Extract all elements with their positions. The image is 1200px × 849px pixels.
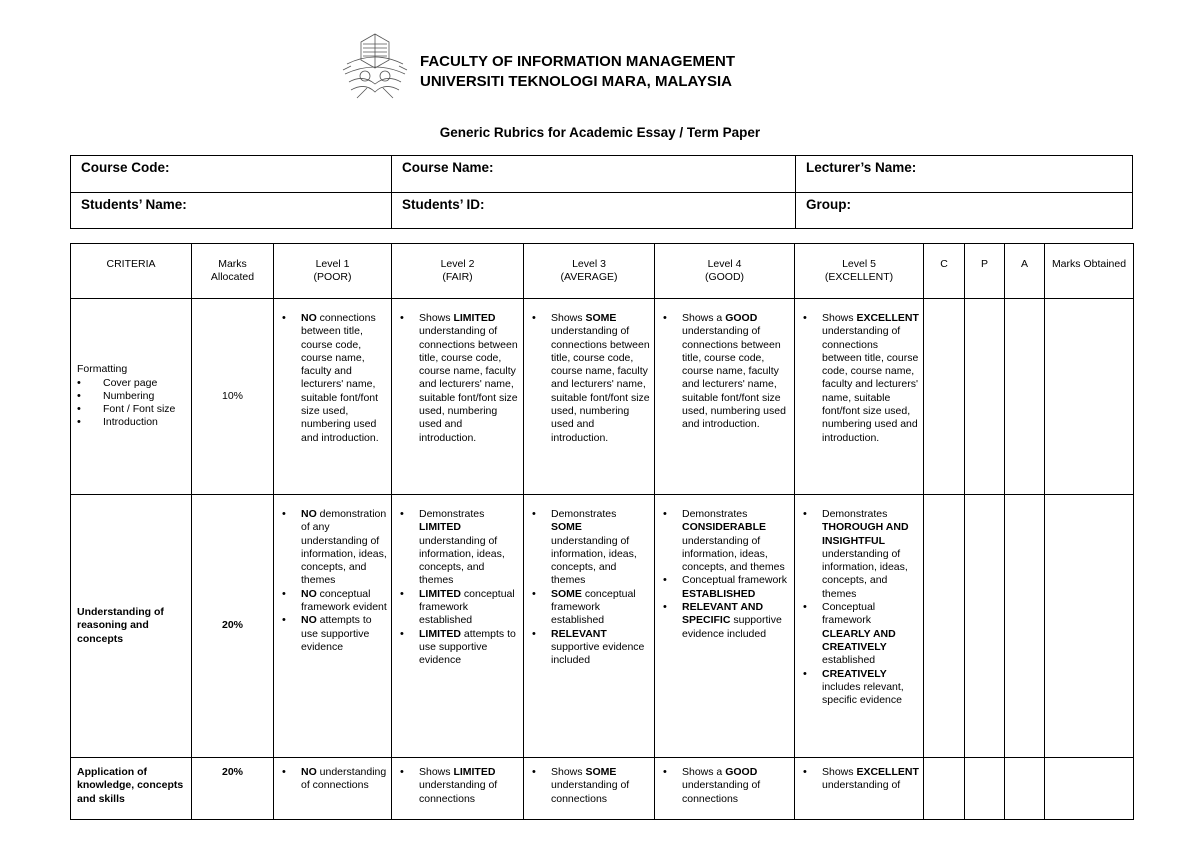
criteria-item: • Introduction	[77, 416, 185, 429]
a-header	[1005, 244, 1045, 299]
university-heading: UNIVERSITI TEKNOLOGI MARA, MALAYSIA	[420, 73, 732, 90]
criteria-header	[71, 244, 192, 299]
level2-label: Level 2	[440, 258, 475, 270]
descriptor-keyword: CLEARLY AND CREATIVELY	[822, 627, 896, 653]
descriptor-item: • CREATIVELY includes relevant, specific evidence	[795, 668, 919, 708]
marks-obtained-header	[1045, 244, 1134, 299]
descriptor-item: • Shows a GOOD understanding of connections	[655, 766, 790, 806]
descriptor-item: • Shows LIMITED understanding of connections	[392, 766, 519, 806]
descriptor-keyword: ESTABLISHED	[682, 587, 756, 600]
criteria-cell	[71, 758, 192, 820]
marks-allocated-cell	[192, 495, 274, 758]
level3-cell	[524, 299, 655, 495]
descriptor-keyword: CREATIVELY	[822, 667, 887, 680]
descriptor-list	[524, 766, 650, 806]
descriptor-list	[655, 508, 790, 641]
student-id-field[interactable]: Students’ ID:	[392, 192, 796, 229]
criteria-item: • Font / Font size	[77, 403, 185, 416]
criteria-cell	[71, 299, 192, 495]
descriptor-keyword: THOROUGH AND INSIGHTFUL	[822, 521, 909, 547]
level4-cell	[655, 495, 795, 758]
level3-sublabel: (AVERAGE)	[560, 271, 618, 284]
level1-label: Level 1	[315, 258, 350, 270]
descriptor-keyword: SOME	[585, 312, 617, 324]
level4-sublabel: (GOOD)	[704, 271, 745, 284]
descriptor-list	[392, 766, 519, 806]
criteria-item: • Numbering	[77, 390, 185, 403]
descriptor-item: • Demonstrates THOROUGH AND INSIGHTFUL understanding of information, ideas, concepts, and themes	[795, 508, 919, 601]
level4-label: Level 4	[707, 258, 742, 270]
descriptor-list	[524, 312, 650, 445]
descriptor-keyword: LIMITED	[453, 312, 496, 324]
descriptor-item: • Shows EXCELLENT understanding of connections between title, course code, course name, faculty and lecturers' name, suitable font/font size used, numbering used and introduction.	[795, 312, 919, 445]
a-score-cell[interactable]	[1005, 495, 1045, 758]
level5-cell	[795, 758, 924, 820]
level5-cell	[795, 495, 924, 758]
descriptor-list	[655, 312, 790, 432]
rubric-row-understanding	[71, 495, 1134, 758]
level1-cell	[274, 299, 392, 495]
descriptor-keyword: RELEVANT AND SPECIFIC	[682, 601, 764, 627]
descriptor-list	[274, 766, 387, 793]
level5-label: Level 5	[842, 258, 876, 270]
descriptor-item: • Conceptual framework CLEARLY AND CREATIVELY established	[795, 601, 919, 667]
descriptor-keyword: SOME	[551, 587, 582, 600]
university-crest-icon	[337, 30, 413, 106]
level5-cell	[795, 299, 924, 495]
c-label: C	[940, 258, 948, 270]
descriptor-list	[392, 312, 519, 445]
descriptor-keyword: NO	[301, 312, 317, 324]
descriptor-item: • Conceptual framework ESTABLISHED	[655, 574, 790, 601]
descriptor-keyword: LIMITED	[419, 521, 461, 534]
descriptor-item: • NO connections between title, course code, course name, faculty and lecturers' name, suitable font/font size used, numbering used and introduction.	[274, 312, 387, 445]
descriptor-keyword: NO	[301, 614, 317, 627]
descriptor-item: • Shows a GOOD understanding of connections between title, course code, course name, faculty and lecturers' name, suitable font/font size used, numbering used and introduction.	[655, 312, 790, 432]
c-score-cell[interactable]	[924, 758, 965, 820]
rubric-header-row	[71, 244, 1134, 299]
descriptor-list	[795, 508, 919, 707]
descriptor-keyword: SOME	[551, 521, 582, 534]
criteria-cell	[71, 495, 192, 758]
marks-allocated-value: 20%	[221, 619, 243, 632]
criteria-header-label: CRITERIA	[106, 258, 156, 270]
descriptor-keyword: LIMITED	[453, 766, 496, 778]
marks-obtained-cell[interactable]	[1045, 495, 1134, 758]
descriptor-item: • Shows EXCELLENT understanding of	[795, 766, 919, 793]
descriptor-item: • SOME conceptual framework established	[524, 588, 650, 628]
a-score-cell[interactable]	[1005, 299, 1045, 495]
descriptor-item: • Shows SOME understanding of connections between title, course code, course name, faculty and lecturers' name, suitable font/font size used, numbering used and introduction.	[524, 312, 650, 445]
a-label: A	[1020, 258, 1028, 270]
descriptor-list	[655, 766, 790, 806]
marks-allocated-value: 20%	[221, 766, 243, 778]
group-field[interactable]: Group:	[796, 192, 1133, 229]
descriptor-item: • NO demonstration of any understanding of information, ideas, concepts, and themes	[274, 508, 387, 588]
descriptor-item: • RELEVANT AND SPECIFIC supportive evidence included	[655, 601, 790, 641]
c-score-cell[interactable]	[924, 299, 965, 495]
p-score-cell[interactable]	[965, 495, 1005, 758]
level3-header	[524, 244, 655, 299]
descriptor-list	[274, 508, 387, 654]
level3-cell	[524, 758, 655, 820]
descriptor-item: • RELEVANT supportive evidence included	[524, 628, 650, 668]
marks-allocated-cell: 10%	[192, 299, 274, 495]
p-score-cell[interactable]	[965, 758, 1005, 820]
descriptor-item: • Shows LIMITED understanding of connections between title, course code, course name, faculty and lecturers' name, suitable font/font size used, numbering used and introduction.	[392, 312, 519, 445]
descriptor-item: • Demonstrates CONSIDERABLE understanding of information, ideas, concepts, and themes	[655, 508, 790, 574]
descriptor-item: • NO conceptual framework evident	[274, 588, 387, 615]
descriptor-keyword: NO	[301, 508, 317, 520]
descriptor-keyword: CONSIDERABLE	[682, 521, 767, 534]
level1-cell	[274, 495, 392, 758]
level3-label: Level 3	[572, 258, 606, 270]
level5-header	[795, 244, 924, 299]
descriptor-keyword: LIMITED	[419, 627, 461, 640]
descriptor-keyword: NO	[301, 587, 317, 600]
descriptor-item: • Demonstrates LIMITED understanding of information, ideas, concepts, and themes	[392, 508, 519, 588]
descriptor-list	[274, 312, 387, 445]
descriptor-keyword: EXCELLENT	[856, 766, 919, 778]
descriptor-item: • LIMITED conceptual framework established	[392, 588, 519, 628]
criteria-title: Formatting	[77, 363, 128, 376]
marks-allocated-label: Marks Allocated	[210, 258, 255, 284]
lecturer-name-field[interactable]: Lecturer’s Name:	[796, 156, 1133, 193]
course-info-table	[70, 155, 1133, 229]
c-score-cell[interactable]	[924, 495, 965, 758]
marks-allocated-cell	[192, 758, 274, 820]
level2-sublabel: (FAIR)	[442, 271, 473, 284]
level5-sublabel: (EXCELLENT)	[824, 271, 894, 284]
a-score-cell[interactable]	[1005, 758, 1045, 820]
descriptor-list	[795, 766, 919, 793]
descriptor-keyword: EXCELLENT	[856, 312, 919, 324]
descriptor-item: • NO attempts to use supportive evidence	[274, 614, 387, 654]
level2-cell	[392, 299, 524, 495]
descriptor-keyword: NO	[301, 766, 317, 778]
rubric-row-application	[71, 758, 1134, 820]
descriptor-item: • Demonstrates SOME understanding of information, ideas, concepts, and themes	[524, 508, 650, 588]
marks-obtained-cell[interactable]	[1045, 758, 1134, 820]
marks-obtained-cell[interactable]	[1045, 299, 1134, 495]
descriptor-keyword: LIMITED	[419, 587, 461, 600]
descriptor-item: • LIMITED attempts to use supportive evidence	[392, 628, 519, 668]
level2-header	[392, 244, 524, 299]
level4-header	[655, 244, 795, 299]
rubric-table	[70, 243, 1134, 820]
criteria-title: Application of knowledge, concepts and skills	[77, 766, 184, 805]
descriptor-list	[392, 508, 519, 668]
level1-cell	[274, 758, 392, 820]
level4-cell	[655, 299, 795, 495]
level3-cell	[524, 495, 655, 758]
level2-cell	[392, 495, 524, 758]
descriptor-item: • Shows SOME understanding of connections	[524, 766, 650, 806]
p-header	[965, 244, 1005, 299]
descriptor-keyword: SOME	[585, 766, 617, 778]
level1-header	[274, 244, 392, 299]
descriptor-keyword: GOOD	[725, 312, 758, 324]
marks-allocated-header	[192, 244, 274, 299]
p-score-cell[interactable]	[965, 299, 1005, 495]
student-name-field[interactable]: Students’ Name:	[71, 192, 392, 229]
descriptor-keyword: RELEVANT	[551, 627, 607, 640]
criteria-item-list	[77, 377, 185, 430]
course-name-field[interactable]: Course Name:	[392, 156, 796, 193]
faculty-heading: FACULTY OF INFORMATION MANAGEMENT	[420, 53, 735, 70]
descriptor-list	[524, 508, 650, 668]
descriptor-item: • NO understanding of connections	[274, 766, 387, 793]
document-title: Generic Rubrics for Academic Essay / Term Paper	[439, 125, 761, 140]
level4-cell	[655, 758, 795, 820]
descriptor-keyword: GOOD	[725, 766, 758, 778]
rubric-row-formatting	[71, 299, 1134, 495]
course-code-field[interactable]: Course Code:	[71, 156, 392, 193]
level2-cell	[392, 758, 524, 820]
c-header	[924, 244, 965, 299]
descriptor-list	[795, 312, 919, 445]
criteria-title: Understanding of reasoning and concepts	[77, 606, 164, 645]
criteria-item: • Cover page	[77, 377, 185, 390]
level1-sublabel: (POOR)	[313, 271, 352, 284]
p-label: P	[980, 258, 988, 270]
marks-obtained-label: Marks Obtained	[1051, 258, 1127, 270]
